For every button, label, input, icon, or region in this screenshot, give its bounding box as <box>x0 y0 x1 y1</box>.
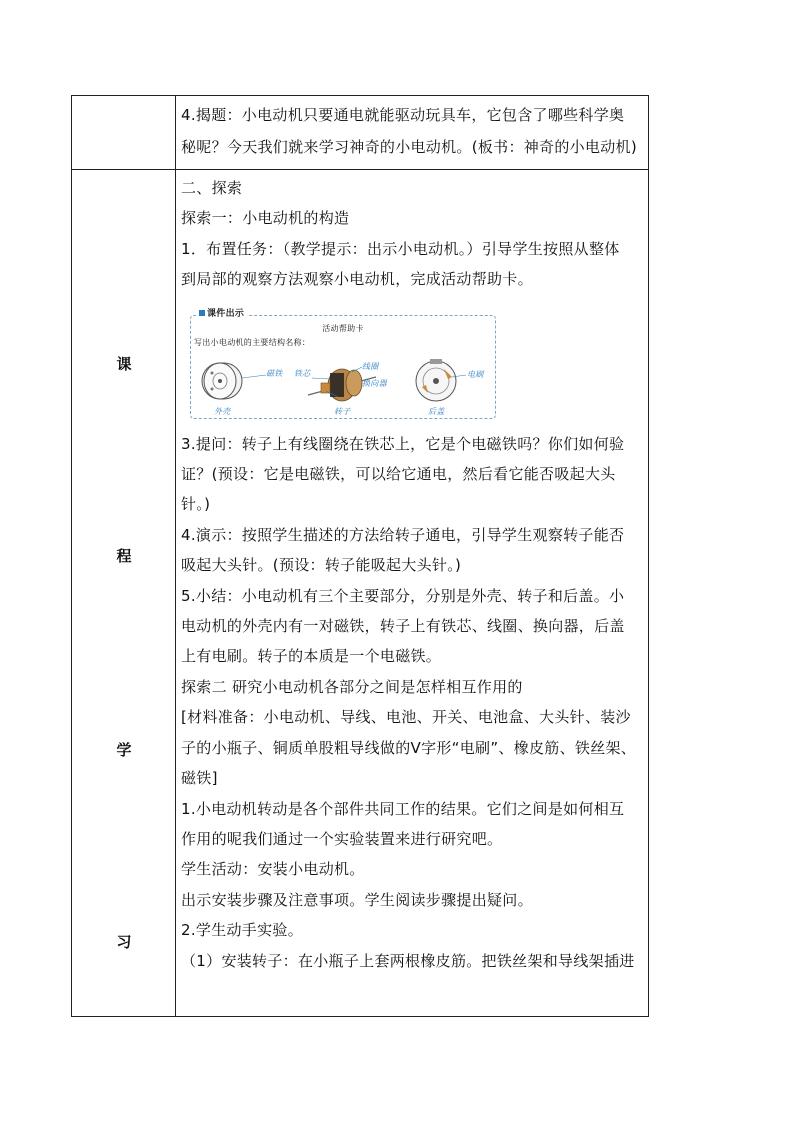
table-row <box>72 96 649 170</box>
activity-help-card-figure <box>190 307 496 419</box>
table-row <box>72 170 649 1017</box>
figure-title: 活动帮助卡 <box>322 323 364 333</box>
text-line: 探索二 研究小电动机各部分之间是怎样相互作用的 <box>181 677 523 696</box>
section-label-cell <box>72 170 176 1017</box>
text-line: （1）安装转子：在小瓶子上套两根橡皮筋。把铁丝架和导线架插进 <box>181 951 635 970</box>
text-line: 学生活动：安装小电动机。 <box>181 860 365 879</box>
text-line: 5.小结：小电动机有三个主要部分，分别是外壳、转子和后盖。小 <box>181 586 625 605</box>
label-shell: 外壳 <box>214 406 231 416</box>
text-line: 电动机的外壳内有一对磁铁，转子上有铁芯、线圈、换向器，后盖 <box>181 617 625 636</box>
end-cap-drawing <box>416 359 466 401</box>
text-line: 出示安装步骤及注意事项。学生阅读步骤提出疑问。 <box>181 890 533 909</box>
text-line: 二、探索 <box>181 179 243 197</box>
label-end-cap: 后盖 <box>428 406 445 416</box>
label-char: 习 <box>116 933 132 951</box>
text-line: 2.学生动手实验。 <box>181 921 304 940</box>
text-line: 1.小电动机转动是各个部件共同工作的结果。它们之间是如何相互 <box>181 799 625 818</box>
text-line: 秘呢？今天我们就来学习神奇的小电动机。(板书：神奇的小电动机) <box>181 138 638 156</box>
label-char: 课 <box>116 355 132 373</box>
text-line: 上有电刷。转子的本质是一个电磁铁。 <box>181 647 442 666</box>
text-line: 3.提问：转子上有线圈绕在铁芯上，它是个电磁铁吗？你们如何验 <box>181 434 625 453</box>
courseware-tag: 课件出示 <box>196 307 247 321</box>
text-line: [材料准备：小电动机、导线、电池、开关、电池盒、大头针、装沙 <box>181 708 631 727</box>
text-line: 探索一：小电动机的构造 <box>181 209 350 228</box>
text-line: 磁铁] <box>181 769 218 788</box>
label-char: 程 <box>116 547 132 565</box>
label-brush: 电刷 <box>467 369 484 379</box>
label-commutator: 换向器 <box>362 378 387 388</box>
label-coil: 线圈 <box>362 361 379 371</box>
content-cell <box>176 170 649 1017</box>
label-char: 学 <box>116 741 132 759</box>
label-cell-empty <box>72 96 176 170</box>
motor-parts-illustration <box>190 307 496 419</box>
figure-instruction: 写出小电动机的主要结构名称： <box>194 337 311 347</box>
lesson-table <box>71 95 649 1017</box>
text-line: 作用的呢我们通过一个实验装置来进行研究吧。 <box>181 829 503 848</box>
text-line: 到局部的观察方法观察小电动机，完成活动帮助卡。 <box>181 270 533 289</box>
text-line: 子的小瓶子、铜质单股粗导线做的V字形“电刷”、橡皮筋、铁丝架、 <box>181 738 637 757</box>
motor-shell-drawing <box>202 363 266 399</box>
text-line: 针。) <box>181 495 211 514</box>
label-rotor: 转子 <box>334 406 351 416</box>
content-cell <box>176 96 649 170</box>
text-line: 吸起大头针。(预设：转子能吸起大头针。) <box>181 556 462 575</box>
label-core: 铁芯 <box>294 368 311 378</box>
text-line: 4.演示：按照学生描述的方法给转子通电，引导学生观察转子能否 <box>181 525 625 544</box>
label-magnet: 磁铁 <box>266 368 283 378</box>
text-line: 证？(预设：它是电磁铁，可以给它通电，然后看它能否吸起大头 <box>181 465 616 484</box>
text-line: 4.揭题：小电动机只要通电就能驱动玩具车，它包含了哪些科学奥 <box>181 106 625 124</box>
text-line: 1．布置任务：（教学提示：出示小电动机。）引导学生按照从整体 <box>181 239 620 258</box>
